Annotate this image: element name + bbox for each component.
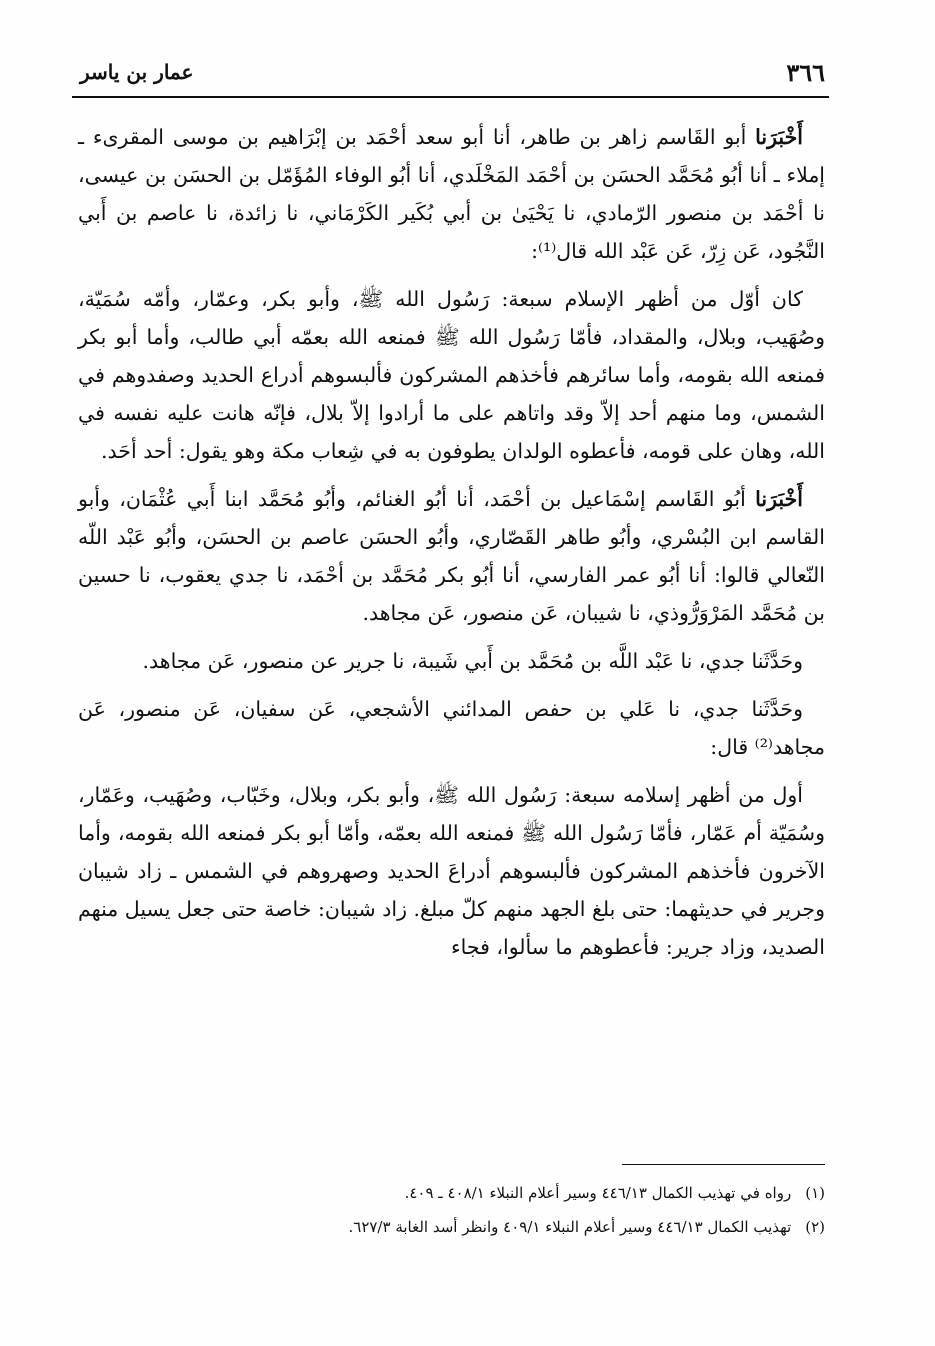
- footnote-1: [260, 1176, 825, 1210]
- paragraph-text: أبُو القَاسم إسْمَاعيل بن أحْمَد، أنا أبُو الغنائم، وأبُو مُحَمَّد ابنا أَبي عُثْمَان، وأبو القاسم ابن البُسْري، وأبُو طاهر القَصّاري، وأبُو الحسَن عاصم بن الحسَن، وأبُو عَبْد اللّه النّعالي قالوا: أنا أبُو عمر الفارسي، أنا أبُو بكر مُحَمَّد بن أحْمَد، نا جدي يعقوب، نا حسين بن مُحَمَّد المَرْوَرُّوذي، نا شيبان، عَن منصور، عَن مجاهد.: [78, 487, 825, 625]
- page-number: ٣٦٦: [786, 58, 825, 87]
- paragraph: [78, 642, 825, 680]
- footnote-text: رواه في تهذيب الكمال ٤٤٦/١٣ وسير أعلام النبلاء ٤٠٨/١ ـ ٤٠٩.: [404, 1184, 792, 1202]
- footnote-2: [260, 1210, 825, 1244]
- paragraph-lead: أَخْبَرَنا: [755, 125, 803, 149]
- paragraph-lead: أَخْبَرَنا: [755, 487, 803, 511]
- running-title: عمار بن ياسر: [80, 60, 194, 84]
- footnote-number: (١): [805, 1184, 825, 1202]
- paragraph: [78, 690, 825, 766]
- paragraph-text: أول من أظهر إسلامه سبعة: رَسُول الله ﷺ، وأبو بكر، وبلال، وخَبّاب، وصُهَيب، وعَمّار، وسُمَيّة أم عَمّار، فأمّا رَسُول الله ﷺ فمنعه الله بعمّه، وأمّا أبو بكر فمنعه الله بقومه، وأما الآخرون فأخذهم المشركون فألبسوهم أدراعَ الحديد وصهروهم في الشمس ـ زاد شيبان وجرير في حديثهما: حتى بلغ الجهد منهم كلّ مبلغ. زاد شيبان: خاصة حتى جعل يسيل منهم الصديد، وزاد جرير: فأعطوهم ما سألوا، فجاء: [78, 783, 825, 959]
- footnote-number: (٢): [805, 1218, 825, 1236]
- paragraph: [78, 776, 825, 966]
- paragraph: [78, 280, 825, 470]
- footnote-rule: [622, 1164, 825, 1165]
- paragraph-text: أبو القَاسم زاهر بن طاهر، أنا أبو سعد أحْمَد بن إبْرَاهيم بن موسى المقرىء ـ إملاء ـ أنا أبُو مُحَمَّد الحسَن بن أحْمَد المَخْلَدي، أنا أبُو الوفاء المُؤَمّل بن الحسَن بن عيسى، نا أحْمَد بن منصور الرّمادي، نا يَحْيَىٰ بن أبي بُكَير الكَرْمَاني، نا زائدة، نا عاصم بن أَبي النَّجُود، عَن زِرّ، عَن عَبْد الله قال⁽¹⁾:: [78, 125, 825, 263]
- footnotes: [260, 1176, 825, 1244]
- paragraph: [78, 480, 825, 632]
- paragraph-text: وحَدَّثَنا جدي، نا عَلي بن حفص المدائني الأشجعي، عَن سفيان، عَن منصور، عَن مجاهد⁽²⁾ قال:: [78, 697, 825, 759]
- footnote-text: تهذيب الكمال ٤٤٦/١٣ وسير أعلام النبلاء ٤٠٩/١ وانظر أسد الغابة ٦٢٧/٣.: [348, 1218, 792, 1236]
- header-rule: [72, 96, 829, 98]
- page-header: [80, 58, 825, 98]
- paragraph-text: وحَدَّثَنا جدي، نا عَبْد اللَّه بن مُحَمَّد بن أَبي شَيبة، نا جرير عن منصور، عَن مجاهد.: [142, 649, 803, 673]
- main-text: [78, 118, 825, 976]
- paragraph: [78, 118, 825, 270]
- paragraph-text: كان أوّل من أظهر الإسلام سبعة: رَسُول الله ﷺ، وأبو بكر، وعمّار، وأمّه سُمَيّة، وصُهَيب، وبلال، والمقداد، فأمّا رَسُول الله ﷺ فمنعه الله بعمّه أبي طالب، وأما أبو بكر فمنعه الله بقومه، وأما سائرهم فأخذهم المشركون فألبسوهم أدراع الحديد وصفدوهم في الشمس، وما منهم أحد إلاّ وقد واتاهم على ما أرادوا إلاّ بلال، فإنّه هانت عليه نفسه في الله، وهان على قومه، فأعطوه الولدان يطوفون به في شِعاب مكة وهو يقول: أحد أحَد.: [78, 287, 825, 463]
